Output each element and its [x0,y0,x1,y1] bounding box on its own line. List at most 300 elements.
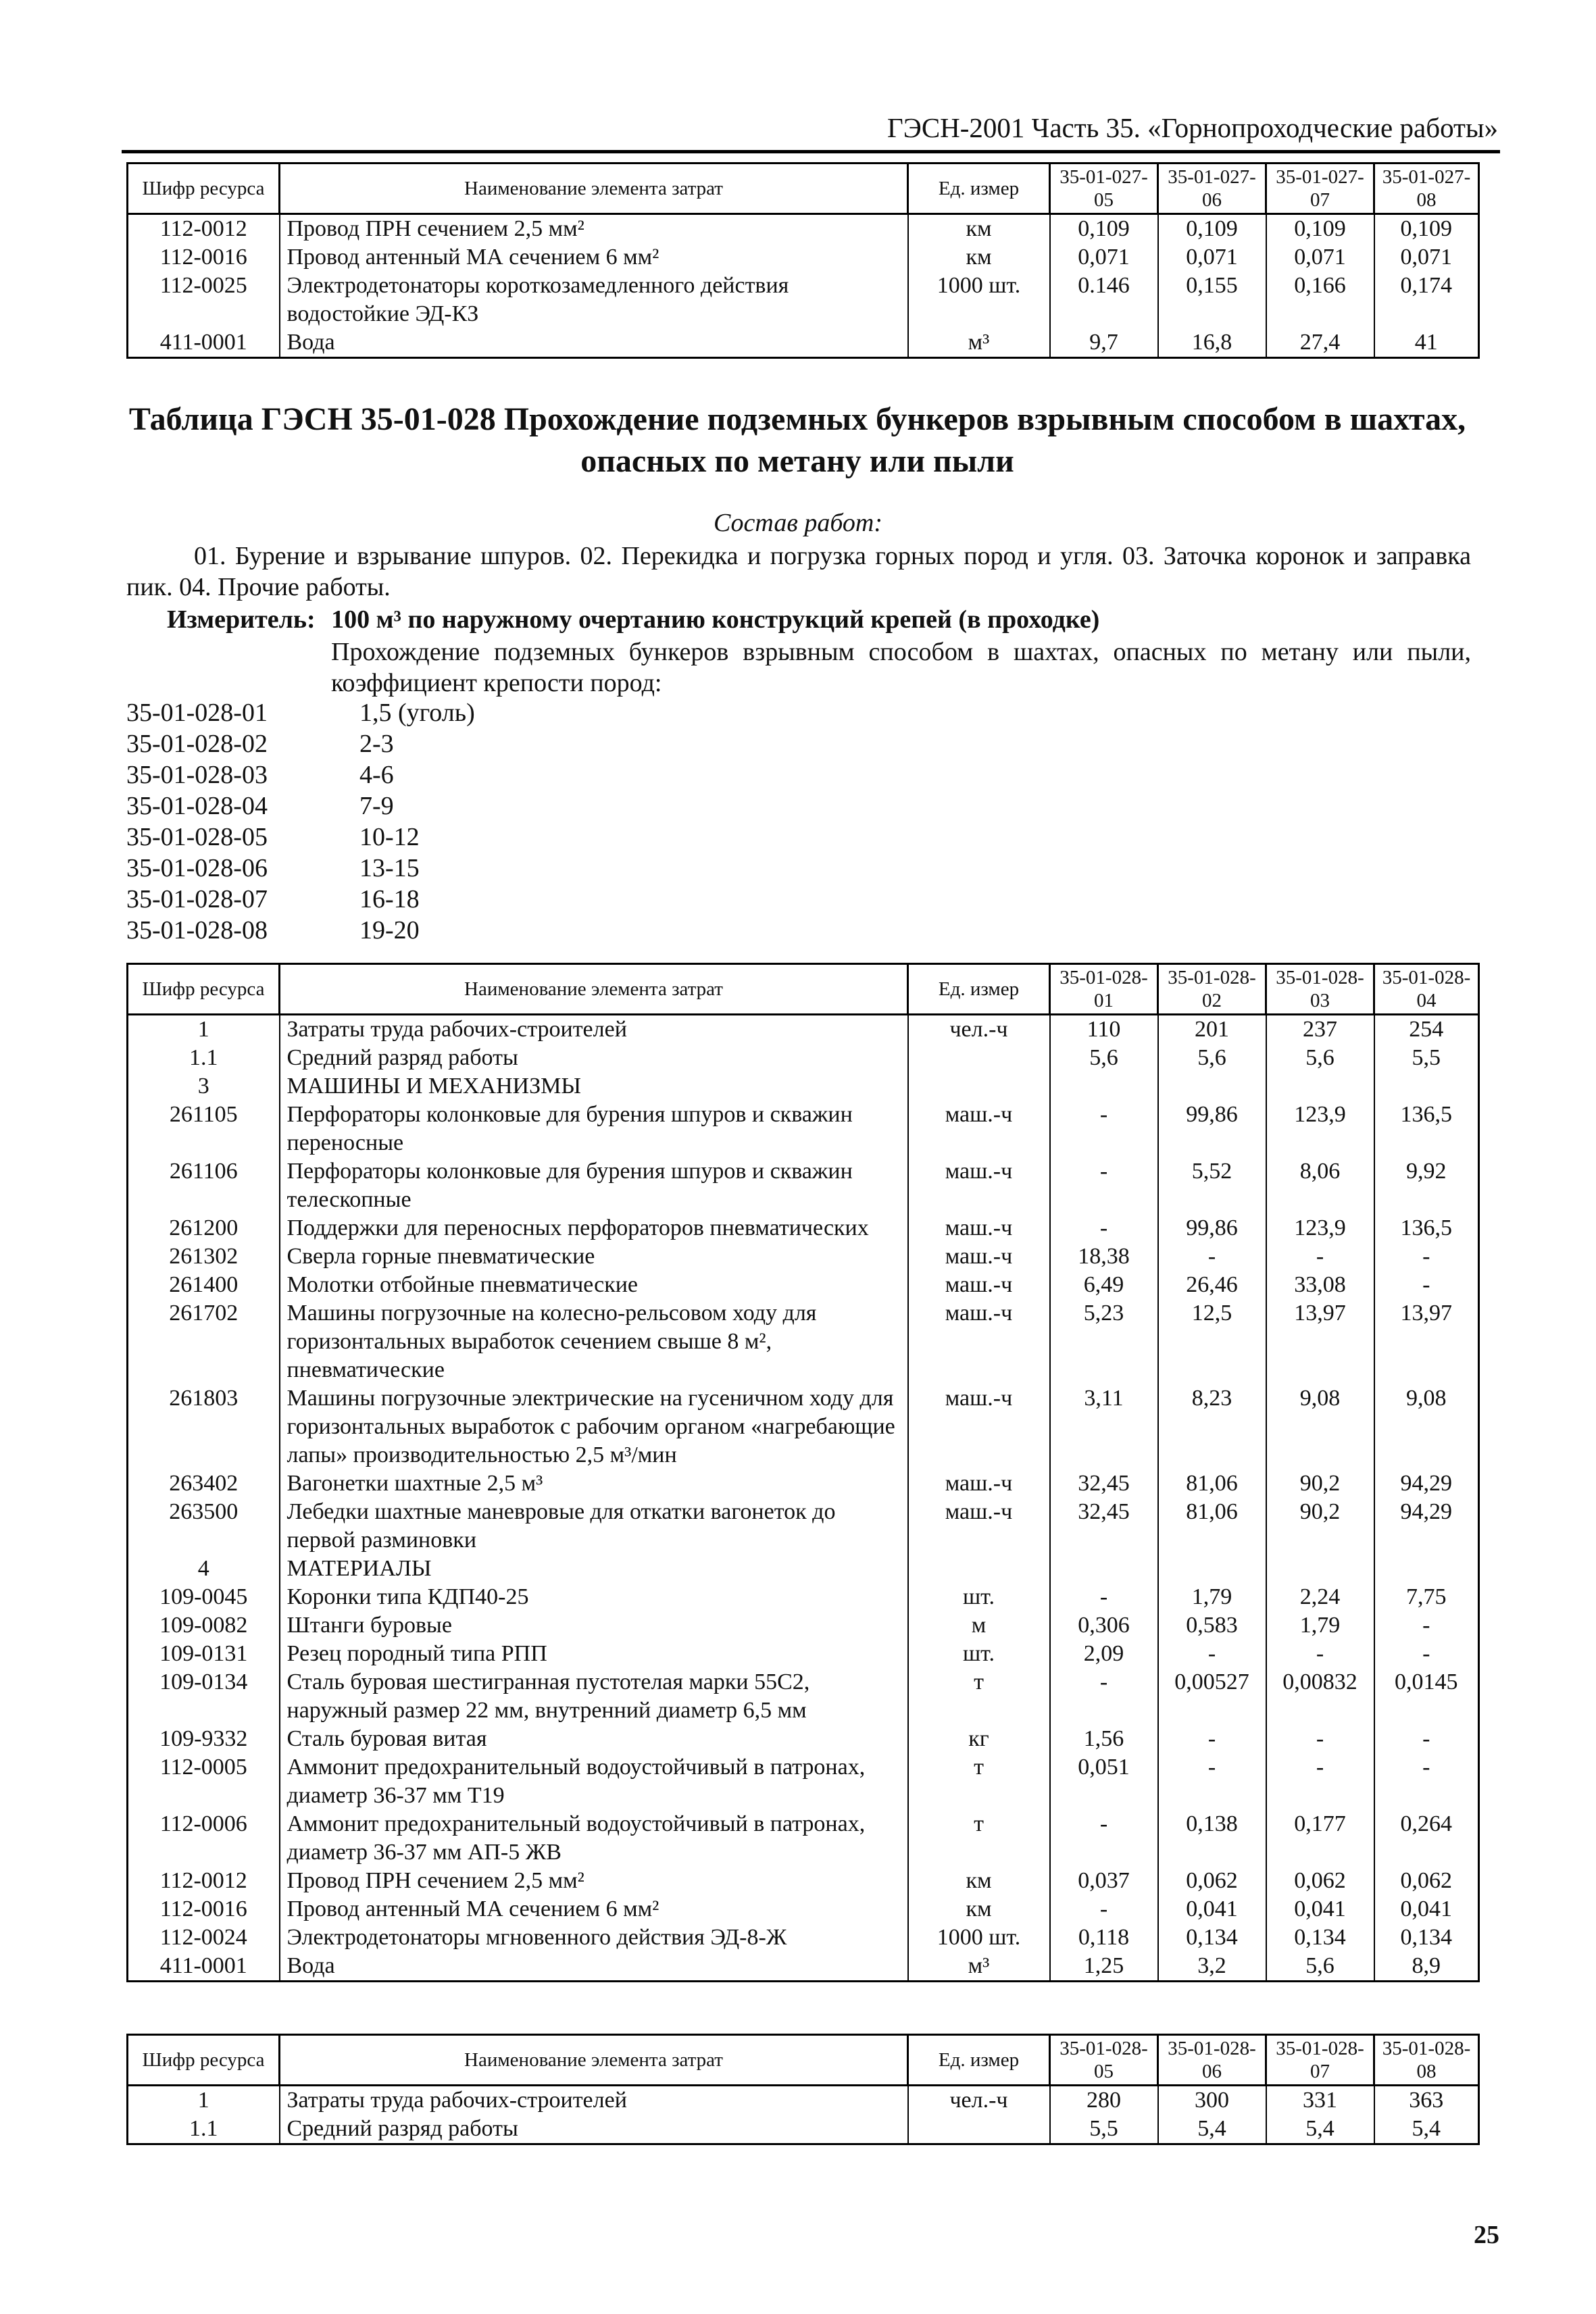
value-cell: 8,06 [1266,1157,1374,1214]
value-cell: 5,6 [1266,1044,1374,1072]
unit-cell [908,2115,1050,2144]
value-cell: 7,75 [1374,1583,1479,1611]
norm-column-header: 35-01-027-07 [1266,164,1374,214]
unit-cell: т [908,1810,1050,1867]
resource-name-cell: Вода [280,1952,908,1982]
unit-cell: маш.-ч [908,1469,1050,1498]
resource-code-cell: 112-0012 [128,1867,280,1895]
unit-cell: шт. [908,1583,1050,1611]
value-cell: 136,5 [1374,1101,1479,1157]
unit-cell: маш.-ч [908,1384,1050,1469]
resource-name-cell: МАТЕРИАЛЫ [280,1555,908,1583]
value-cell: - [1158,1640,1266,1668]
value-cell: 94,29 [1374,1498,1479,1555]
value-cell: 0,134 [1374,1923,1479,1952]
resource-code-cell: 261105 [128,1101,280,1157]
norm-column-header: 35-01-028-03 [1266,964,1374,1015]
value-cell: 0,041 [1374,1895,1479,1923]
value-cell: - [1374,1242,1479,1271]
norm-column-header: 35-01-028-01 [1050,964,1158,1015]
resource-name-cell: МАШИНЫ И МЕХАНИЗМЫ [280,1072,908,1101]
resource-name-cell: Штанги буровые [280,1611,908,1640]
hardness-range: 1,5 (уголь) [359,699,475,727]
norm-column-header: 35-01-027-06 [1158,164,1266,214]
norm-column-header: 35-01-028-08 [1374,2035,1479,2086]
resource-code-cell: 112-0016 [128,243,280,272]
value-cell: 90,2 [1266,1469,1374,1498]
norm-column-header: 35-01-028-02 [1158,964,1266,1015]
value-cell: 0,155 [1158,272,1266,328]
value-cell: 0,109 [1158,214,1266,244]
value-cell [1158,1555,1266,1583]
resource-code-cell: 112-0024 [128,1923,280,1952]
table-row [128,1810,1479,1867]
unit-cell: м [908,1611,1050,1640]
value-cell: - [1050,1583,1158,1611]
table-row [128,272,1479,328]
resource-table-028-05-08 [126,2034,1480,2145]
value-cell [1266,1555,1374,1583]
table-row [128,2115,1479,2144]
table-row [128,1015,1479,1045]
unit-cell: чел.-ч [908,1015,1050,1045]
value-cell: 0,174 [1374,272,1479,328]
value-cell [1374,1072,1479,1101]
resource-name-cell: Вода [280,328,908,358]
hardness-range: 19-20 [359,916,420,945]
value-cell: 0,118 [1050,1923,1158,1952]
unit-cell: м³ [908,1952,1050,1982]
code-list-item [126,790,475,822]
code-list-item [126,697,475,728]
value-cell: 5,4 [1266,2115,1374,2144]
table-row [128,1867,1479,1895]
running-header: ГЭСН-2001 Часть 35. «Горнопроходческие работы» [887,112,1498,143]
table-row [128,2086,1479,2115]
value-cell: - [1050,1157,1158,1214]
unit-cell [908,1044,1050,1072]
table-row [128,1157,1479,1214]
code-list-item [126,884,475,915]
page-number: 25 [1474,2221,1499,2249]
value-cell: - [1266,1753,1374,1810]
value-cell [1050,1555,1158,1583]
table-row [128,1101,1479,1157]
measure-line [126,604,1471,635]
value-cell: - [1158,1242,1266,1271]
value-cell: 5,6 [1266,1952,1374,1982]
value-cell: 0,306 [1050,1611,1158,1640]
value-cell: 9,08 [1266,1384,1374,1469]
value-cell: 2,24 [1266,1583,1374,1611]
value-cell: 26,46 [1158,1271,1266,1299]
unit-cell: маш.-ч [908,1101,1050,1157]
norm-column-header: 35-01-028-04 [1374,964,1479,1015]
code-column-header: Шифр ресурса [128,164,280,214]
resource-table-028-01-04 [126,963,1480,1982]
resource-table-027 [126,162,1480,359]
hardness-range: 10-12 [359,823,420,851]
resource-code-cell: 261106 [128,1157,280,1214]
norm-code: 35-01-028-07 [126,885,268,913]
value-cell: 16,8 [1158,328,1266,358]
name-column-header: Наименование элемента затрат [280,164,908,214]
code-list-item [126,822,475,853]
value-cell: 254 [1374,1015,1479,1045]
value-cell: 13,97 [1374,1299,1479,1384]
table-row [128,1640,1479,1668]
table-row [128,1498,1479,1555]
name-column-header: Наименование элемента затрат [280,2035,908,2086]
norm-code: 35-01-028-03 [126,761,268,789]
resource-name-cell: Резец породный типа РПП [280,1640,908,1668]
value-cell: 81,06 [1158,1469,1266,1498]
value-cell: 0,041 [1266,1895,1374,1923]
table-row [128,1214,1479,1242]
table-description: Прохождение подземных бункеров взрывным способом в шахтах, опасных по метану или пыли, коэффициент крепости пород: [331,638,1471,697]
value-cell: 9,7 [1050,328,1158,358]
resource-name-cell: Перфораторы колонковые для бурения шпуров и скважин телескопные [280,1157,908,1214]
value-cell: 110 [1050,1015,1158,1045]
value-cell: 1,79 [1266,1611,1374,1640]
table-header-row [128,2035,1479,2086]
measure-text: 100 м³ по наружному очертанию конструкций крепей (в проходке) [331,605,1100,634]
value-cell: 5,5 [1050,2115,1158,2144]
resource-name-cell: Провод ПРН сечением 2,5 мм² [280,1867,908,1895]
resource-name-cell: Затраты труда рабочих-строителей [280,2086,908,2115]
value-cell: 0,037 [1050,1867,1158,1895]
value-cell: - [1050,1895,1158,1923]
code-list-item [126,728,475,759]
value-cell: 300 [1158,2086,1266,2115]
resource-code-cell: 261702 [128,1299,280,1384]
value-cell: 12,5 [1158,1299,1266,1384]
resource-name-cell: Сталь буровая шестигранная пустотелая марки 55С2, наружный размер 22 мм, внутренний диаметр 6,5 мм [280,1668,908,1725]
value-cell: 32,45 [1050,1498,1158,1555]
hardness-range: 13-15 [359,854,420,882]
unit-column-header: Ед. измер [908,2035,1050,2086]
value-cell: - [1374,1753,1479,1810]
unit-cell: м³ [908,328,1050,358]
table-row [128,1555,1479,1583]
unit-cell: маш.-ч [908,1299,1050,1384]
value-cell: 3,11 [1050,1384,1158,1469]
value-cell: 136,5 [1374,1214,1479,1242]
value-cell: 237 [1266,1015,1374,1045]
value-cell [1050,1072,1158,1101]
resource-code-cell: 261803 [128,1384,280,1469]
hardness-range: 4-6 [359,761,394,789]
value-cell: 123,9 [1266,1214,1374,1242]
resource-name-cell: Сверла горные пневматические [280,1242,908,1271]
value-cell: 5,4 [1158,2115,1266,2144]
resource-name-cell: Затраты труда рабочих-строителей [280,1015,908,1045]
unit-cell: маш.-ч [908,1242,1050,1271]
norm-column-header: 35-01-027-08 [1374,164,1479,214]
table-row [128,328,1479,358]
value-cell: - [1374,1271,1479,1299]
table-row [128,1668,1479,1725]
value-cell: 5,6 [1050,1044,1158,1072]
value-cell: 0,138 [1158,1810,1266,1867]
value-cell: 0,134 [1158,1923,1266,1952]
resource-code-cell: 3 [128,1072,280,1101]
unit-cell [908,1555,1050,1583]
value-cell: 94,29 [1374,1469,1479,1498]
table-title: Таблица ГЭСН 35-01-028 Прохождение подземных бункеров взрывным способом в шахтах, опасных по метану или пыли [128,401,1466,479]
resource-name-cell: Вагонетки шахтные 2,5 м³ [280,1469,908,1498]
unit-cell [908,1072,1050,1101]
resource-code-cell: 411-0001 [128,328,280,358]
resource-name-cell: Провод антенный МА сечением 6 мм² [280,243,908,272]
unit-cell: маш.-ч [908,1157,1050,1214]
value-cell: 1,79 [1158,1583,1266,1611]
unit-cell: кг [908,1725,1050,1753]
value-cell: 27,4 [1266,328,1374,358]
value-cell: 363 [1374,2086,1479,2115]
value-cell: - [1158,1725,1266,1753]
norm-code: 35-01-028-01 [126,699,268,727]
resource-code-cell: 1.1 [128,1044,280,1072]
value-cell: 90,2 [1266,1498,1374,1555]
name-column-header: Наименование элемента затрат [280,964,908,1015]
resource-name-cell: Средний разряд работы [280,2115,908,2144]
table-row [128,1384,1479,1469]
table-row [128,1271,1479,1299]
value-cell: 0,00832 [1266,1668,1374,1725]
resource-name-cell: Аммонит предохранительный водоустойчивый в патронах, диаметр 36-37 мм АП-5 ЖВ [280,1810,908,1867]
value-cell: 0,134 [1266,1923,1374,1952]
table-row [128,1583,1479,1611]
unit-cell: маш.-ч [908,1498,1050,1555]
norm-code: 35-01-028-02 [126,730,268,758]
value-cell: 41 [1374,328,1479,358]
code-list-item [126,853,475,884]
value-cell: 99,86 [1158,1214,1266,1242]
value-cell: 81,06 [1158,1498,1266,1555]
hardness-range: 16-18 [359,885,420,913]
resource-name-cell: Средний разряд работы [280,1044,908,1072]
value-cell: 2,09 [1050,1640,1158,1668]
unit-cell: маш.-ч [908,1271,1050,1299]
value-cell: 0,109 [1266,214,1374,244]
norm-code: 35-01-028-04 [126,792,268,820]
resource-name-cell: Электродетонаторы мгновенного действия ЭД-8-Ж [280,1923,908,1952]
norm-column-header: 35-01-027-05 [1050,164,1158,214]
value-cell: 0,062 [1374,1867,1479,1895]
code-column-header: Шифр ресурса [128,2035,280,2086]
resource-name-cell: Провод антенный МА сечением 6 мм² [280,1895,908,1923]
value-cell: 0,041 [1158,1895,1266,1923]
value-cell: 0.146 [1050,272,1158,328]
value-cell: 9,92 [1374,1157,1479,1214]
resource-name-cell: Коронки типа КДП40-25 [280,1583,908,1611]
value-cell: 18,38 [1050,1242,1158,1271]
norm-code: 35-01-028-08 [126,916,268,945]
resource-name-cell: Сталь буровая витая [280,1725,908,1753]
resource-code-cell: 109-9332 [128,1725,280,1753]
value-cell: 0,166 [1266,272,1374,328]
resource-code-cell: 261400 [128,1271,280,1299]
value-cell: 6,49 [1050,1271,1158,1299]
table-row [128,1611,1479,1640]
table-row [128,1044,1479,1072]
table-row [128,1725,1479,1753]
resource-code-cell: 263402 [128,1469,280,1498]
resource-name-cell: Поддержки для переносных перфораторов пневматических [280,1214,908,1242]
resource-code-cell: 112-0012 [128,214,280,244]
value-cell: 1,25 [1050,1952,1158,1982]
value-cell: 8,9 [1374,1952,1479,1982]
resource-name-cell: Лебедки шахтные маневровые для откатки вагонеток до первой разминовки [280,1498,908,1555]
resource-code-cell: 411-0001 [128,1952,280,1982]
unit-column-header: Ед. измер [908,964,1050,1015]
value-cell: 0,177 [1266,1810,1374,1867]
value-cell: - [1266,1725,1374,1753]
value-cell [1374,1555,1479,1583]
resource-code-cell: 112-0025 [128,272,280,328]
unit-cell: т [908,1753,1050,1810]
code-column-header: Шифр ресурса [128,964,280,1015]
unit-cell: шт. [908,1640,1050,1668]
value-cell: - [1266,1242,1374,1271]
unit-cell: 1000 шт. [908,1923,1050,1952]
table-row [128,1952,1479,1982]
table-header-row [128,964,1479,1015]
value-cell: 3,2 [1158,1952,1266,1982]
value-cell: 0,109 [1050,214,1158,244]
hardness-range: 7-9 [359,792,394,820]
value-cell: 5,6 [1158,1044,1266,1072]
norm-column-header: 35-01-028-05 [1050,2035,1158,2086]
table-row [128,243,1479,272]
unit-cell: км [908,1895,1050,1923]
value-cell: 0,583 [1158,1611,1266,1640]
table-row [128,1469,1479,1498]
value-cell: 201 [1158,1015,1266,1045]
value-cell: 0,109 [1374,214,1479,244]
resource-code-cell: 112-0006 [128,1810,280,1867]
value-cell: 33,08 [1266,1271,1374,1299]
resource-code-cell: 4 [128,1555,280,1583]
value-cell: - [1266,1640,1374,1668]
value-cell: 0,0145 [1374,1668,1479,1725]
resource-name-cell: Электродетонаторы короткозамедленного действия водостойкие ЭД-КЗ [280,272,908,328]
value-cell: 331 [1266,2086,1374,2115]
value-cell: 5,52 [1158,1157,1266,1214]
resource-code-cell: 261200 [128,1214,280,1242]
value-cell: - [1374,1725,1479,1753]
resource-name-cell: Провод ПРН сечением 2,5 мм² [280,214,908,244]
value-cell: 5,5 [1374,1044,1479,1072]
value-cell: - [1050,1214,1158,1242]
value-cell: 99,86 [1158,1101,1266,1157]
value-cell: 13,97 [1266,1299,1374,1384]
value-cell: - [1050,1668,1158,1725]
value-cell: 0,071 [1374,243,1479,272]
unit-cell: маш.-ч [908,1214,1050,1242]
resource-name-cell: Аммонит предохранительный водоустойчивый в патронах, диаметр 36-37 мм Т19 [280,1753,908,1810]
value-cell: - [1050,1810,1158,1867]
value-cell: 8,23 [1158,1384,1266,1469]
resource-code-cell: 1.1 [128,2115,280,2144]
resource-name-cell: Машины погрузочные электрические на гусеничном ходу для горизонтальных выработок с рабочим органом «нагребающие лапы» производительностью 2,5 м³/мин [280,1384,908,1469]
value-cell: - [1374,1640,1479,1668]
value-cell: - [1050,1101,1158,1157]
value-cell: 0,062 [1266,1867,1374,1895]
table-row [128,1072,1479,1101]
table-row [128,1923,1479,1952]
value-cell: - [1158,1753,1266,1810]
unit-cell: км [908,243,1050,272]
table-row [128,1242,1479,1271]
table-row [128,1895,1479,1923]
resource-code-cell: 109-0082 [128,1611,280,1640]
composition-text: 01. Бурение и взрывание шпуров. 02. Перекидка и погрузка горных пород и угля. 03. Заточка коронок и заправка пик. 04. Прочие работы. [126,542,1471,601]
code-list-item [126,915,475,946]
value-cell: 0,062 [1158,1867,1266,1895]
resource-code-cell: 109-0131 [128,1640,280,1668]
value-cell: 280 [1050,2086,1158,2115]
resource-code-cell: 1 [128,1015,280,1045]
value-cell: 0,071 [1158,243,1266,272]
unit-cell: км [908,214,1050,244]
value-cell: 0,071 [1050,243,1158,272]
value-cell: 1,56 [1050,1725,1158,1753]
norm-code: 35-01-028-06 [126,854,268,882]
resource-code-cell: 261302 [128,1242,280,1271]
hardness-range: 2-3 [359,730,394,758]
value-cell: - [1374,1611,1479,1640]
resource-name-cell: Машины погрузочные на колесно-рельсовом ходу для горизонтальных выработок сечением свыше 8 м², пневматические [280,1299,908,1384]
norm-column-header: 35-01-028-06 [1158,2035,1266,2086]
measure-label: Измеритель: [167,605,316,634]
value-cell [1266,1072,1374,1101]
value-cell: 5,4 [1374,2115,1479,2144]
norm-code: 35-01-028-05 [126,823,268,851]
unit-cell: км [908,1867,1050,1895]
table-row [128,1299,1479,1384]
value-cell: 32,45 [1050,1469,1158,1498]
code-list [126,697,475,946]
value-cell: 0,071 [1266,243,1374,272]
composition-heading: Состав работ: [713,509,883,537]
resource-code-cell: 1 [128,2086,280,2115]
table-header-row [128,164,1479,214]
resource-name-cell: Молотки отбойные пневматические [280,1271,908,1299]
table-row [128,1753,1479,1810]
header-rule [122,150,1500,153]
resource-code-cell: 109-0134 [128,1668,280,1725]
value-cell [1158,1072,1266,1101]
value-cell: 0,264 [1374,1810,1479,1867]
resource-code-cell: 112-0016 [128,1895,280,1923]
norm-column-header: 35-01-028-07 [1266,2035,1374,2086]
unit-cell: т [908,1668,1050,1725]
value-cell: 123,9 [1266,1101,1374,1157]
resource-name-cell: Перфораторы колонковые для бурения шпуров и скважин переносные [280,1101,908,1157]
resource-code-cell: 263500 [128,1498,280,1555]
resource-code-cell: 109-0045 [128,1583,280,1611]
resource-code-cell: 112-0005 [128,1753,280,1810]
value-cell: 0,00527 [1158,1668,1266,1725]
value-cell: 9,08 [1374,1384,1479,1469]
value-cell: 0,051 [1050,1753,1158,1810]
table-row [128,214,1479,244]
unit-column-header: Ед. измер [908,164,1050,214]
unit-cell: 1000 шт. [908,272,1050,328]
unit-cell: чел.-ч [908,2086,1050,2115]
